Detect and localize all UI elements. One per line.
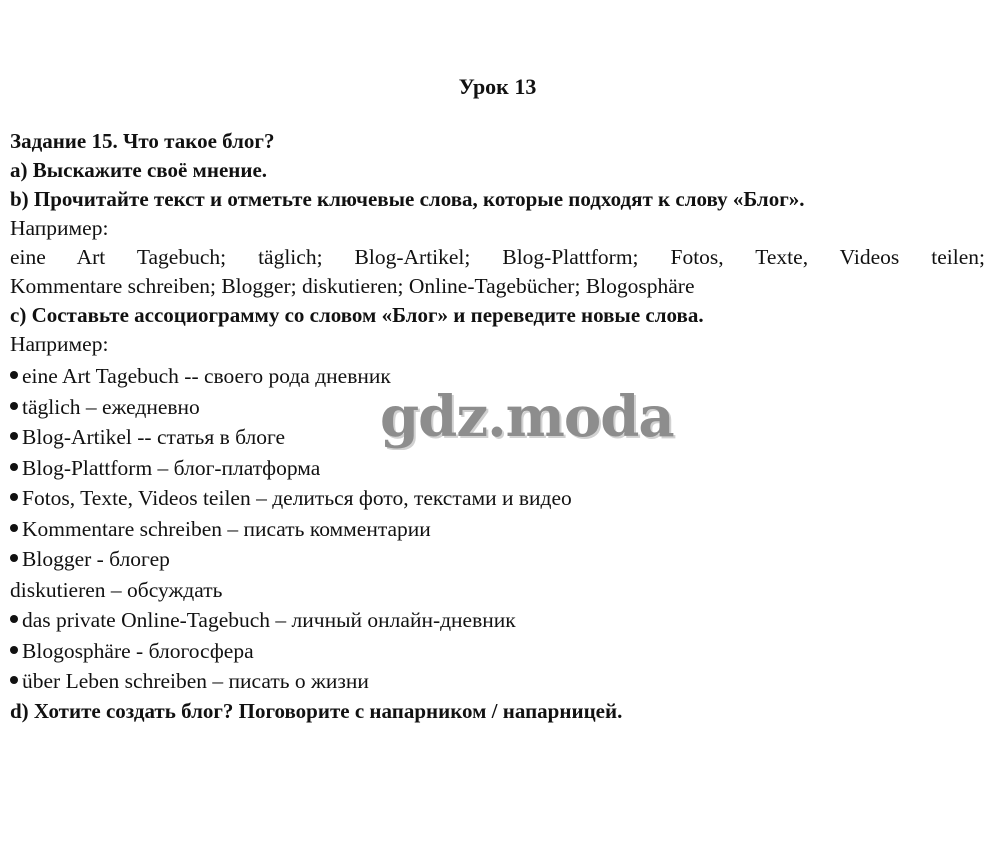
vocab-item-text: Blogger - блогер: [22, 547, 170, 571]
part-a-instruction: а) Выскажите своё мнение.: [10, 158, 268, 182]
bullet-icon: [10, 432, 18, 440]
vocab-item-text: Blog-Artikel -- статья в блоге: [22, 425, 286, 449]
watermark: gdz.moda: [380, 384, 674, 450]
vocab-list-item: [10, 514, 985, 545]
bullet-icon: [10, 676, 18, 684]
example-label: Например:: [10, 216, 109, 240]
bullet-icon: [10, 371, 18, 379]
vocab-item-text: Blog-Plattform – блог-платформа: [22, 455, 321, 480]
task-heading: Задание 15. Что такое блог?: [10, 129, 275, 153]
vocab-list-item: [10, 636, 985, 667]
vocab-list-item: [10, 605, 985, 636]
vocab-item-text: Fotos, Texte, Videos teilen – делиться фото, текстами и видео: [22, 486, 572, 510]
vocab-list-item: [10, 575, 985, 606]
bullet-icon: [10, 554, 18, 562]
lesson-title: Урок 13: [458, 74, 537, 99]
vocab-list-item: [10, 483, 985, 514]
part-c-instruction: c) Составьте ассоциограмму со словом «Блог» и переведите новые слова.: [10, 303, 704, 327]
part-b-instruction: b) Прочитайте текст и отметьте ключевые слова, которые подходят к слову «Блог».: [10, 187, 805, 211]
bullet-icon: [10, 646, 18, 654]
vocab-item-text: Kommentare schreiben – писать комментарии: [22, 516, 431, 541]
vocab-item-text: das private Online-Tagebuch – личный онлайн-дневник: [22, 608, 516, 632]
bullet-icon: [10, 615, 18, 623]
keywords-line: eine Art Tagebuch; täglich; Blog-Artikel; Blog-Plattform; Fotos, Texte, Videos teilen;: [10, 245, 985, 269]
bullet-icon: [10, 524, 18, 532]
vocab-list-item: [10, 544, 985, 575]
vocab-item-text: täglich – ежедневно: [22, 394, 200, 419]
vocab-item-text: eine Art Tagebuch -- своего рода дневник: [22, 364, 391, 388]
vocab-list-item: [10, 666, 985, 697]
vocab-item-text: diskutieren – обсуждать: [10, 577, 223, 602]
bullet-icon: [10, 463, 18, 471]
keywords-line: Kommentare schreiben; Blogger; diskutieren; Online-Tagebücher; Blogosphäre: [10, 274, 695, 298]
vocab-list-item: [10, 453, 985, 484]
part-d-instruction: d) Хотите создать блог? Поговорите с напарником / напарницей.: [10, 698, 623, 723]
bullet-icon: [10, 402, 18, 410]
vocab-item-text: Blogosphäre - блогосфера: [22, 638, 254, 663]
vocab-item-text: über Leben schreiben – писать о жизни: [22, 669, 369, 693]
bullet-icon: [10, 493, 18, 501]
example-label: Например:: [10, 332, 109, 356]
